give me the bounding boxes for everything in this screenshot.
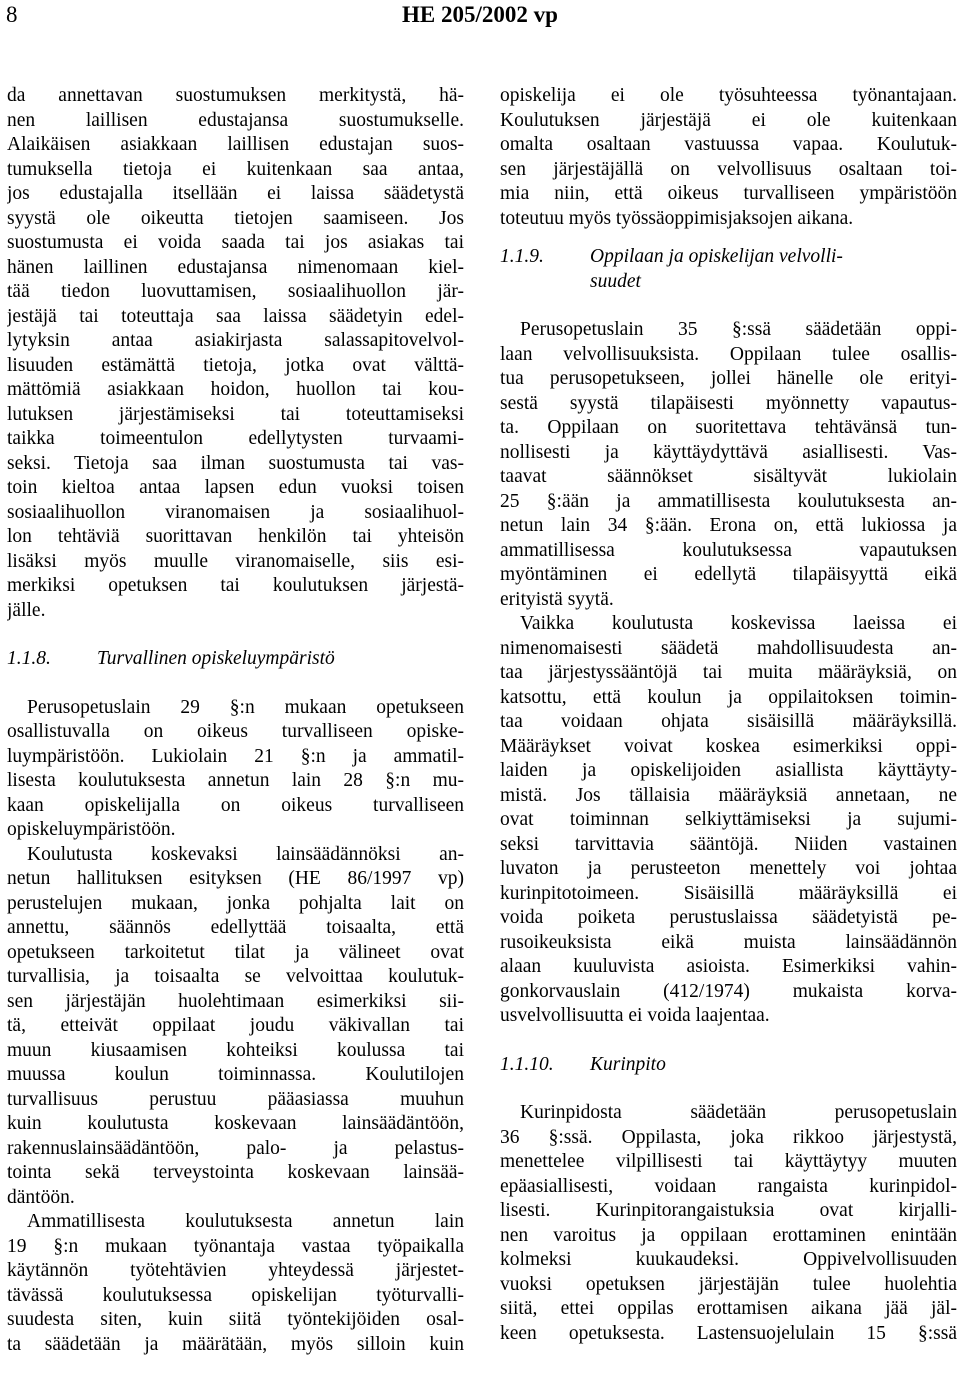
text-line: tää tiedon luovuttamisen, sosiaalihuollon jär- <box>7 281 464 302</box>
text-line: mistä. Jos tällaisia määräyksiä annetaan, ne <box>500 784 957 806</box>
paragraph <box>7 84 464 623</box>
left-column <box>7 84 464 1357</box>
text-line: erityistä syytä. <box>500 588 614 610</box>
text-line: omalta osaltaan vastuussa vapaa. Koulutuk- <box>500 134 957 155</box>
text-line: sosiaalihuollon viranomaisen ja sosiaalihuol- <box>7 501 464 523</box>
text-line: 36 §:ssä. Oppilasta, joka rikkoo järjestystä, <box>500 1126 957 1148</box>
text-line: toteutuu myös työssäoppimisjaksojen aikana. <box>500 207 854 229</box>
text-line: kaan opiskelijalla on oikeus turvalliseen <box>7 794 464 816</box>
text-line: lon tehtäviä suorittavan henkilön tai yhteisön <box>7 526 464 547</box>
text-line: Kurinpidosta säädetään perusopetuslain <box>520 1102 957 1123</box>
text-line: da annettavan suostumuksen merkitystä, hä- <box>7 85 464 106</box>
text-line: turvallisuus perustuu pääasiassa muuhun <box>7 1088 464 1110</box>
text-line: annettu, säännös edellyttää toisaalta, että <box>7 917 464 938</box>
section-number: 1.1.8. <box>7 648 51 669</box>
text-line: ovat toiminnan selkiyttämiseksi ja sujumi- <box>500 809 957 830</box>
text-line: opiskeluympäristöön. <box>7 819 176 840</box>
text-line: netun lain 34 §:ään. Erona on, että lukiossa ja <box>500 515 957 536</box>
document-id: HE 205/2002 vp <box>402 2 558 27</box>
text-line: mättömiä asiakkaan hoidon, huollon tai kou- <box>7 379 464 400</box>
text-line: taavat säännökset sisältyvät lukiolain <box>500 466 957 487</box>
paragraph <box>500 612 957 1029</box>
text-line: lisesta koulutuksesta annetun lain 28 §:n mu- <box>7 770 464 791</box>
page-number: 8 <box>6 2 18 27</box>
text-line: jestäjä tai toteuttaja saa laissa säädetyin edel- <box>7 305 464 327</box>
text-line: hänen laillinen edustajansa nimenomaan kiel- <box>7 256 464 278</box>
text-line: luvaton ja perusteeton menettely voi johtaa <box>500 858 957 879</box>
text-line: myöntäminen ei edellytä tilapäisyyttä eikä <box>500 564 957 585</box>
section-title: Kurinpito <box>590 1053 666 1075</box>
text-line: katsottu, että koulun ja oppilaitoksen toimin- <box>500 686 957 708</box>
text-line: kolmeksi kuukaudeksi. Oppivelvollisuuden <box>500 1249 957 1270</box>
section-title-line: suudet <box>590 270 641 292</box>
text-line: vuoksi opetuksen järjestäjän tulee huolehtia <box>500 1273 957 1295</box>
text-line: 25 §:ään ja ammatillisesta koulutuksesta an- <box>500 490 957 512</box>
text-line: ta. Oppilaan on suoritettava tehtävänsä tun- <box>500 417 957 438</box>
text-line: nollisesti ja käyttäydyttävä asiallisesti. Vas- <box>500 441 957 463</box>
text-line: lisäksi myös muulle viranomaiselle, siis esi- <box>7 550 464 572</box>
text-line: lisuuden estämättä tietoja, jotka ovat välttä- <box>7 354 464 376</box>
paragraph <box>500 84 957 231</box>
text-line: suostumusta ei voida saada tai jos asiakas tai <box>7 232 464 253</box>
section-title: Turvallinen opiskeluympäristö <box>97 648 335 669</box>
text-line: sen järjestäjän huolehtimaan esimerkiksi sii- <box>7 990 464 1012</box>
text-line: käytännön työtehtävien yhteydessä järjestet- <box>7 1260 464 1281</box>
text-line: Alaikäisen asiakkaan laillisen edustajan suos- <box>7 134 464 155</box>
text-line: gonkorvauslain (412/1974) mukaista korva- <box>500 980 957 1002</box>
text-line: tumuksella tietoja ei kuitenkaan saa antaa, <box>7 158 464 180</box>
text-line: rakennuslainsäädäntöön, palo- ja pelastus- <box>7 1137 464 1159</box>
text-line: taa voidaan ohjata sisäisillä määräyksillä. <box>500 711 957 732</box>
text-line: tua perusopetukseen, jollei hänelle ole erityi- <box>500 368 957 389</box>
text-line: Vaikka koulutusta koskevissa laeissa ei <box>520 613 957 634</box>
text-line: voida poiketa perustuslaissa säädetyistä pe- <box>500 907 957 928</box>
section-heading-1-1-10 <box>500 1053 957 1078</box>
text-line: lytyksin antaa asiakirjasta salassapitovelvol- <box>7 330 464 351</box>
text-line: sestä syystä tilapäisesti myönnetty vapautus- <box>500 392 957 414</box>
text-line: Perusopetuslain 35 §:ssä säädetään oppi- <box>520 319 957 340</box>
text-line: tä, etteivät oppilaat joudu väkivallan tai <box>7 1015 464 1036</box>
paragraph <box>500 318 957 612</box>
section-number: 1.1.9. <box>500 246 544 267</box>
text-line: ammatillisessa koulutuksessa vapautuksen <box>500 539 957 561</box>
text-line: nen varoitus ja oppilaan erottaminen enintään <box>500 1224 957 1246</box>
text-line: nen laillisen edustajansa suostumukselle. <box>7 109 464 131</box>
text-line: sen järjestäjällä on velvollisuus osaltaan toi- <box>500 158 957 180</box>
text-line: opiskelija ei ole työsuhteessa työnantajaan. <box>500 85 957 106</box>
section-number: 1.1.10. <box>500 1053 554 1075</box>
text-line: toin kieltoa antaa lapsen edun vuoksi toisen <box>7 477 464 498</box>
text-line: tävässä koulutuksessa opiskelijan työturvalli- <box>7 1284 464 1306</box>
paragraph <box>7 843 464 1211</box>
text-line: ta säädetään ja määrätään, myös silloin kuin <box>7 1333 464 1355</box>
text-line: mia niin, että oikeus turvalliseen ympäristöön <box>500 183 957 204</box>
text-line: lutuksen järjestämiseksi tai toteuttamiseksi <box>7 403 464 425</box>
section-heading-1-1-8 <box>7 647 464 672</box>
paragraph <box>7 1210 464 1357</box>
text-line: syystä ole oikeutta tietojen saamiseen. Jos <box>7 207 464 229</box>
text-line: epäasiallisesti, voidaan rangaista kurinpidol- <box>500 1175 957 1197</box>
text-line: merkiksi opetuksen tai koulutuksen järjestä- <box>7 575 464 596</box>
text-line: laiden ja opiskelijoiden asiallista käyttäyty- <box>500 760 957 781</box>
text-line: siitä, ettei oppilas erottamisen aikana jää jäl- <box>500 1298 957 1319</box>
text-line: keen opetuksesta. Lastensuojelulain 15 §:ssä <box>500 1322 957 1344</box>
text-line: Koulutuksen järjestäjä ei ole kuitenkaan <box>500 109 957 131</box>
text-line: 19 §:n mukaan työnantaja vastaa työpaikalla <box>7 1235 464 1257</box>
text-line: suudesta siten, kuin siitä työntekijöiden osal- <box>7 1309 464 1330</box>
right-column <box>500 84 957 1346</box>
text-line: taa järjestyssääntöjä tai muita määräyksiä, on <box>500 662 957 683</box>
section-heading-1-1-9 <box>500 245 957 294</box>
text-line: seksi tarvittavia sääntöjä. Niiden vastainen <box>500 833 957 855</box>
text-line: jälle. <box>7 599 46 621</box>
text-line: kurinpitotoimeen. Sisäisillä määräyksillä ei <box>500 882 957 904</box>
text-line: muussa koulun toiminnassa. Koulutilojen <box>7 1064 464 1085</box>
text-line: däntöön. <box>7 1186 75 1208</box>
text-line: jos edustajalla itsellään ei laissa säädetystä <box>7 183 464 204</box>
text-line: lisesti. Kurinpitorangaistuksia ovat kirjalli- <box>500 1200 957 1221</box>
text-line: nimenomaisesti säädetä mahdollisuudesta an- <box>500 637 957 659</box>
text-line: Ammatillisesta koulutuksesta annetun lain <box>27 1211 464 1232</box>
text-line: alaan kuuluvista asioista. Esimerkiksi vahin- <box>500 956 957 977</box>
paragraph <box>7 696 464 843</box>
text-line: kuin koulutusta koskevaan lainsäädäntöön, <box>7 1113 464 1134</box>
text-line: menettelee vilpillisesti tai käyttäytyy muuten <box>500 1151 957 1172</box>
text-line: Koulutusta koskevaksi lainsäädännöksi an- <box>27 843 464 865</box>
text-line: opetukseen tarkoitetut tilat ja välineet ovat <box>7 941 464 963</box>
text-line: usvelvollisuutta ei voida laajentaa. <box>500 1005 770 1026</box>
text-line: Määräykset voivat koskea esimerkiksi oppi- <box>500 735 957 757</box>
text-line: luympäristöön. Lukiolain 21 §:n ja ammatil- <box>7 745 464 767</box>
text-line: netun hallituksen esityksen (HE 86/1997 vp) <box>7 868 464 889</box>
paragraph <box>500 1101 957 1346</box>
text-line: taikka toimeentulon edellytysten turvaami- <box>7 428 464 449</box>
text-line: perustelujen mukaan, jonka pohjalta lait on <box>7 892 464 914</box>
text-line: muun kiusaamisen kohteiksi koulussa tai <box>7 1039 464 1061</box>
text-line: Perusopetuslain 29 §:n mukaan opetukseen <box>27 696 464 718</box>
section-title-line: Oppilaan ja opiskelijan velvolli- <box>590 246 843 267</box>
text-line: tointa sekä terveystointa koskevaan lainsää- <box>7 1162 464 1183</box>
text-line: laan velvollisuuksista. Oppilaan tulee osallis- <box>500 343 957 365</box>
text-line: turvallisia, ja toisaalta se velvoittaa koulutuk- <box>7 966 464 987</box>
text-line: seksi. Tietoja saa ilman suostumusta tai vas- <box>7 452 464 474</box>
page-header <box>0 0 960 40</box>
text-line: osallistuvalla on oikeus turvalliseen opiske- <box>7 721 464 742</box>
text-line: rusoikeuksista eikä muista lainsäädännön <box>500 931 957 953</box>
